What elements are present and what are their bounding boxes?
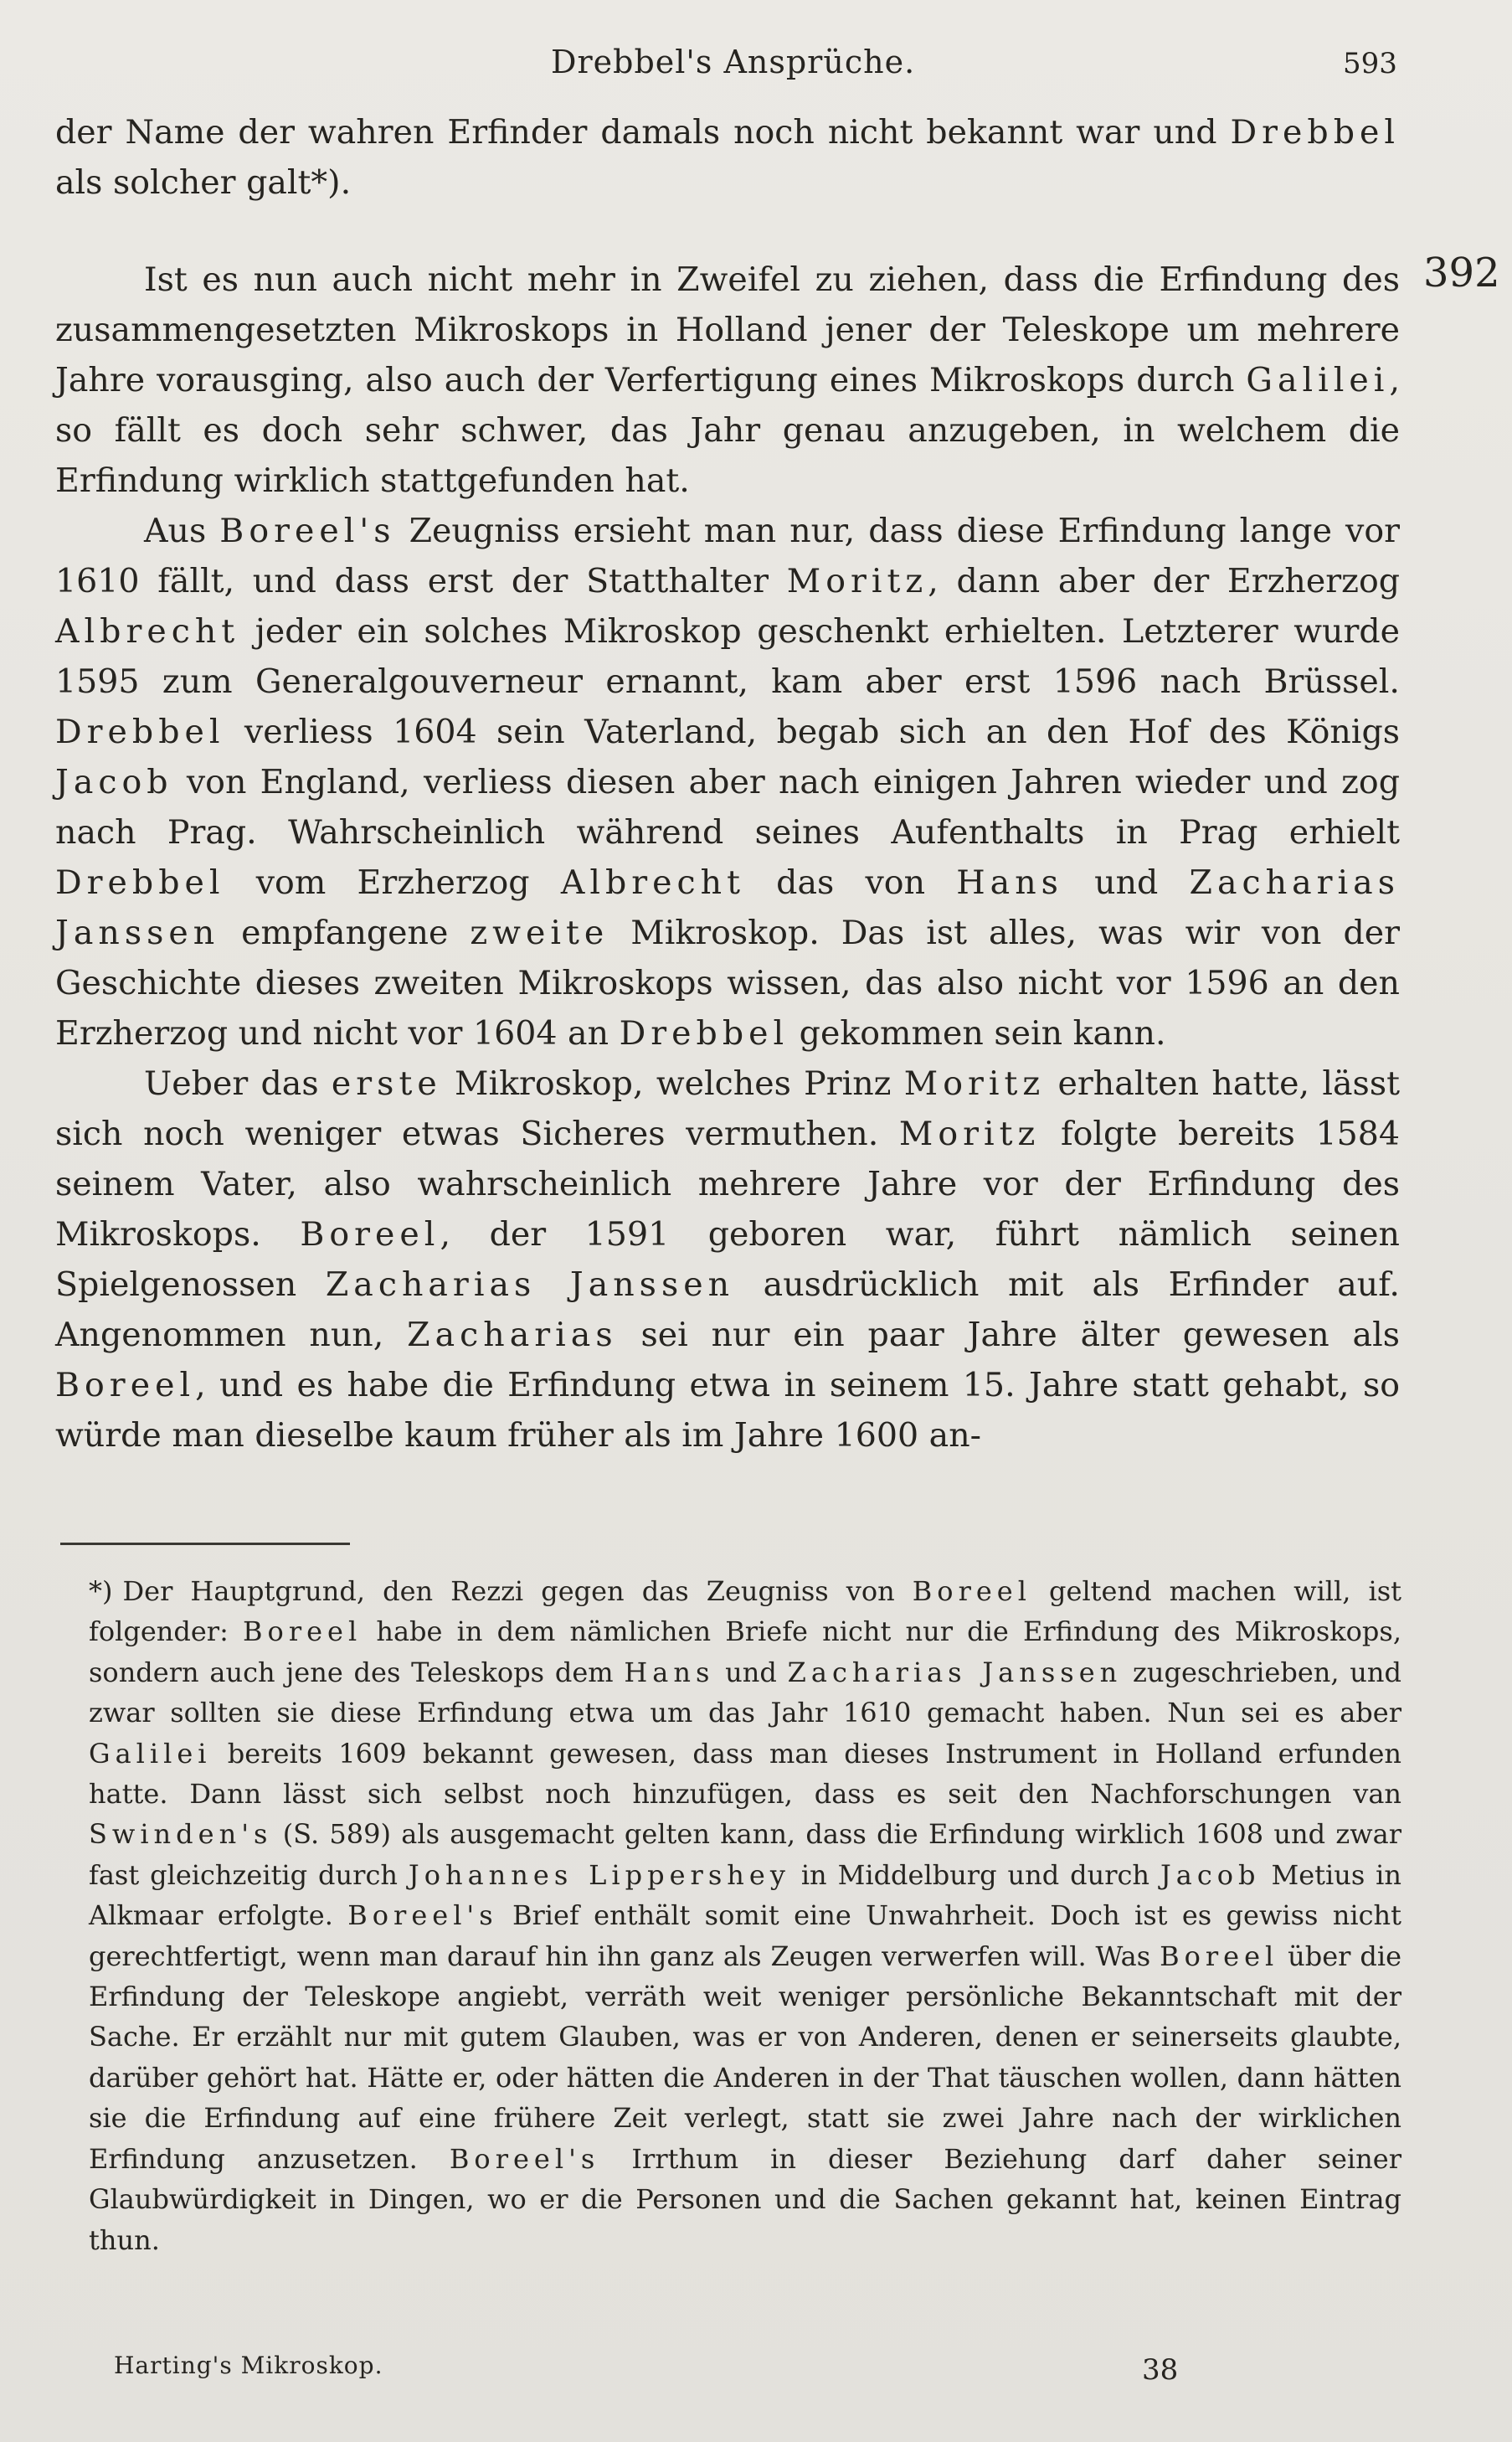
footnote-marker: *) (89, 1575, 113, 1607)
page-number: 593 (1343, 47, 1397, 80)
spaced-name: Johannes Lippershey (408, 1858, 790, 1891)
spaced-name: Moritz (786, 562, 928, 600)
text-run: verliess 1604 sein Vaterland, begab sich an den Hof des Königs (224, 713, 1400, 751)
text-run: , so fällt es doch sehr schwer, das Jahr genau anzugeben, in welchem die Erfindung wirklich stattgefunden hat. (55, 361, 1400, 500)
spaced-name: Boreel (300, 1215, 440, 1254)
spaced-name: Jacob (1160, 1858, 1261, 1891)
spaced-name: Boreel (912, 1575, 1031, 1607)
spaced-name: Moritz (898, 1115, 1041, 1153)
spaced-name: Drebbel (55, 713, 225, 751)
text-run: , dann aber der Erzherzog (928, 562, 1401, 600)
text-run: über die Erfindung der Teleskope angiebt, verräth weit weniger persönliche Bekanntschaft mit der Sache. Er erzählt nur mit gutem Glauben, was er von Anderen, denen er seinerseits glaubte, darüber gehört hat. Hätte er, oder hätten die Anderen in der That täuschen wollen, dann hätten sie die Erfindung auf eine frühere Zeit verlegt, statt sie zwei Jahre nach der wirklichen Erfindung anzusetzen. (89, 1940, 1402, 2175)
text-run: , der 1591 geboren war, führt nämlich seinen Spielgenossen (55, 1215, 1400, 1304)
text-run: von England, verliess diesen aber nach einigen Jahren wieder und zog nach Prag. Wahrscheinlich während seines Aufenthalts in Prag erhielt (55, 763, 1400, 852)
page-footer (0, 2352, 1512, 2393)
spaced-name: Albrecht (560, 863, 745, 902)
spaced-name: Galilei (89, 1737, 212, 1770)
text-run: Ueber das (144, 1064, 332, 1103)
signature-mark: Harting's Mikroskop. (114, 2352, 383, 2379)
footnote-text (89, 1575, 1401, 2256)
paragraph (55, 255, 1400, 506)
text-run: , und es habe die Erfindung etwa in seinem 15. Jahre statt gehabt, so würde man dieselbe kaum früher als im Jahre 1600 an- (55, 1366, 1400, 1455)
text-run: habe in dem nämlichen Briefe nicht nur die Erfindung des Mikroskops, sondern auch jene des Teleskops dem (89, 1615, 1402, 1688)
spaced-name: erste (331, 1064, 442, 1103)
text-run: ausdrücklich mit als Erfinder auf. Angenommen nun, (55, 1265, 1400, 1354)
spaced-name: Boreel (243, 1615, 363, 1648)
text-run: in Middelburg und durch (789, 1858, 1160, 1891)
paragraph (55, 506, 1400, 1059)
text-run: Mikroskop, welches Prinz (441, 1064, 904, 1103)
text-run: Aus (144, 512, 220, 550)
spaced-name: Hans (956, 863, 1063, 902)
spaced-name: Zacharias Janssen (787, 1656, 1123, 1688)
text-run: gekommen sein kann. (789, 1014, 1166, 1053)
spaced-name: Swinden's (89, 1818, 273, 1851)
spaced-name: Boreel's (219, 512, 396, 550)
text-run: Irrthum in dieser Beziehung darf daher seiner Glaubwürdigkeit in Dingen, wo er die Personen und die Sachen gekannt hat, keinen Eintrag thun. (89, 2142, 1402, 2256)
footnote-paragraph (89, 1571, 1401, 2260)
spaced-name: Boreel's (347, 1899, 498, 1932)
margin-page-number: 392 (1423, 250, 1500, 296)
text-run: gegen das Zeugniss von (523, 1575, 913, 1607)
spaced-name: zweite (470, 914, 609, 952)
paragraph (55, 107, 1400, 208)
main-text (55, 107, 1400, 1461)
footnote-divider (60, 1543, 350, 1545)
text-run: folgte bereits 1584 seinem Vater, also wahrscheinlich mehrere Jahre vor der Erfindung des Mikroskops. (55, 1115, 1400, 1254)
spaced-name: Jacob (55, 763, 173, 801)
text-run: als solcher galt*). (55, 163, 352, 202)
text-run: sei nur ein paar Jahre älter gewesen als (617, 1316, 1400, 1354)
text-run: Brief enthält somit eine Unwahrheit. Doch ist es gewiss nicht gerechtfertigt, wenn man darauf hin ihn ganz als Zeugen verwerfen will. Was (89, 1899, 1402, 1972)
running-header (0, 44, 1512, 94)
spaced-name: Drebbel (1230, 113, 1400, 152)
spaced-name: Hans (624, 1656, 715, 1688)
spaced-name: Zacharias Janssen (325, 1265, 735, 1304)
text-run: Zeugniss ersieht man nur, dass diese Erfindung lange vor 1610 fällt, und dass erst der Statthalter (55, 512, 1400, 600)
text-run: zugeschrieben, und zwar sollten sie diese Erfindung etwa um das Jahr 1610 gemacht haben. Nun sei es aber (89, 1656, 1402, 1729)
text-run: Ist es nun auch nicht mehr in Zweifel zu ziehen, dass die Erfindung des zusammengesetzten Mikroskops in Holland jener der Teleskope um mehrere Jahre vorausging, also auch der Verfertigung eines Mikroskops durch (55, 260, 1400, 399)
spaced-name: Zacharias Janssen (55, 863, 1400, 952)
paragraph (55, 1059, 1400, 1461)
text-run: bereits 1609 bekannt gewesen, dass man dieses Instrument in Holland erfunden hatte. Dann lässt sich selbst noch hinzufügen, dass es seit den Nachforschungen van (89, 1737, 1401, 1811)
footnote (89, 1571, 1401, 2260)
spaced-name: Zacharias (407, 1316, 618, 1354)
running-title: Drebbel's Ansprüche. (551, 44, 916, 80)
spaced-name: Boreel (1160, 1940, 1279, 1972)
text-run: empfangene (219, 914, 471, 952)
spaced-name: Galilei (1246, 361, 1390, 399)
text-run: Mikroskop. Das ist alles, was wir von der Geschichte dieses zweiten Mikroskops wissen, das also nicht vor 1596 an den Erzherzog und nicht vor 1604 an (55, 914, 1400, 1053)
sheet-number: 38 (1142, 2353, 1179, 2387)
text-run: Der Hauptgrund, den (122, 1575, 451, 1607)
text-run: Rezzi (450, 1575, 524, 1607)
spaced-name: Drebbel (55, 863, 225, 902)
text-run: und (714, 1656, 788, 1688)
spaced-name: Boreel (55, 1366, 196, 1404)
spaced-name: Albrecht (55, 612, 240, 651)
text-run: das von (744, 863, 957, 902)
text-run: der Name der wahren Erfinder damals noch nicht bekannt war und (55, 113, 1231, 152)
spaced-name: Boreel's (449, 2142, 600, 2175)
text-run: Metius in Alkmaar erfolgte. (89, 1858, 1402, 1932)
text-run: erhalten hatte, lässt sich noch weniger etwas Sicheres vermuthen. (55, 1064, 1400, 1153)
text-run: (S. 589) als ausgemacht gelten kann, dass die Erfindung wirklich 1608 und zwar fast gleichzeitig durch (89, 1818, 1401, 1891)
text-run: jeder ein solches Mikroskop geschenkt erhielten. Letzterer wurde 1595 zum Generalgouverneur ernannt, kam aber erst 1596 nach Brüssel. (55, 612, 1400, 701)
text-run: geltend machen will, ist folgender: (89, 1575, 1402, 1648)
text-run: vom Erzherzog (224, 863, 561, 902)
spaced-name: Moritz (903, 1064, 1046, 1103)
text-run: und (1062, 863, 1190, 902)
spaced-name: Drebbel (619, 1014, 789, 1053)
